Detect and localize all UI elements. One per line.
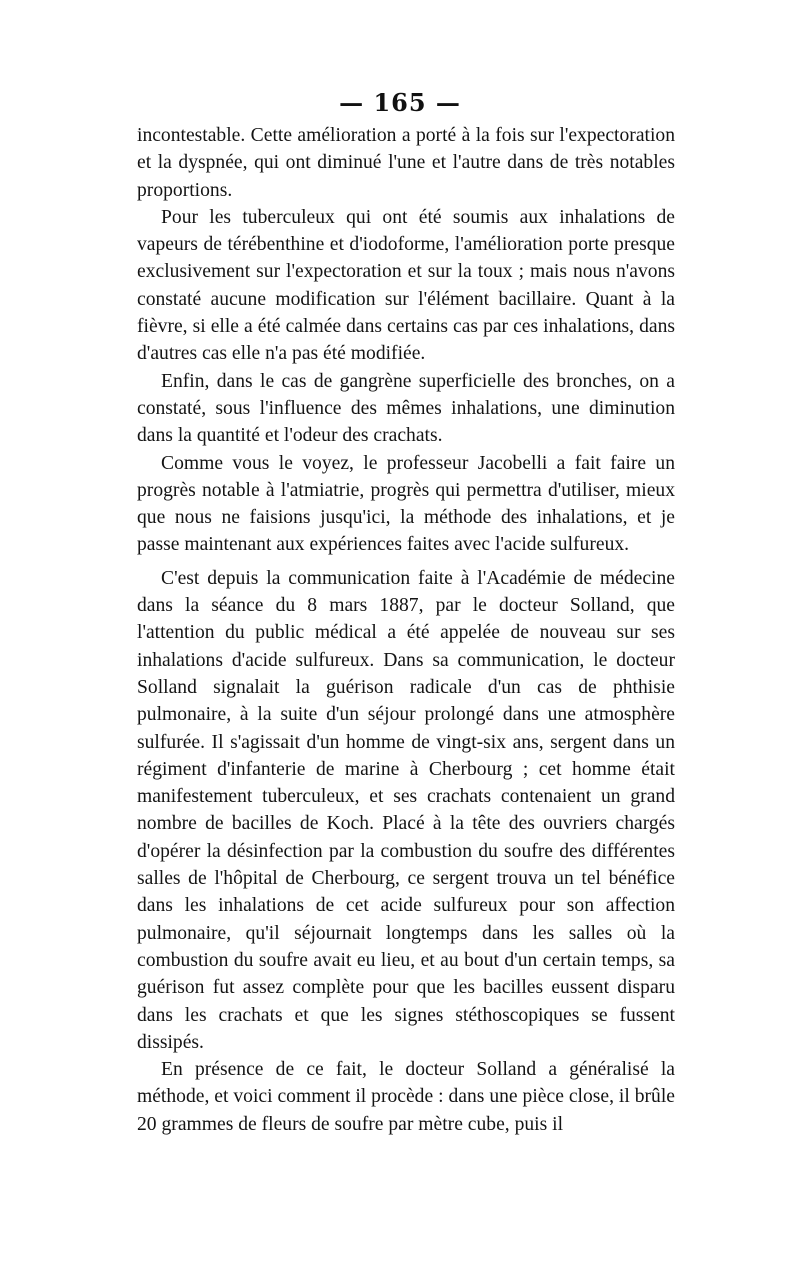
page-number: — 165 — xyxy=(339,88,461,117)
paragraph-solland-communication: C'est depuis la communication faite à l'Académie de médecine dans la séance du 8 mars 1887, par le docteur Solland, que l'attention du public médical a été appelée de nouveau sur ses inhalations d'acide sulfureux. Dans sa communication, le docteur Solland signalait la guérison radicale d'un cas de phthisie pulmonaire, à la suite d'un séjour prolongé dans une atmosphère sulfurée. Il s'agissait d'un homme de vingt-six ans, sergent dans un régiment d'infanterie de marine à Cherbourg ; cet homme était manifestement tuberculeux, et ses crachats contenaient un grand nombre de bacilles de Koch. Placé à la tête des ouvriers chargés d'opérer la désinfection par la combustion du soufre des différentes salles de l'hôpital de Cherbourg, ce sergent trouva un tel bénéfice dans les inhalations de cet acide sulfureux pour son affection pulmonaire, qu'il séjournait longtemps dans les salles où la combustion du soufre avait eu lieu, et au bout d'un certain temps, sa guérison fut assez complète pour que les bacilles eussent disparu dans les crachats et que les signes stéthoscopiques se fussent dissipés. xyxy=(137,567,675,1053)
paragraph-jacobelli: Comme vous le voyez, le professeur Jacobelli a fait faire un progrès notable à l'atmiatrie, progrès qui permettra d'utiliser, mieux que nous ne faisions jusqu'ici, la méthode des inhalations, et je passe maintenant aux expériences faites avec l'acide sulfureux. xyxy=(137,452,675,556)
paragraph-terebenthine: Pour les tuberculeux qui ont été soumis aux inhalations de vapeurs de térébenthine et d'iodoforme, l'amélioration porte presque exclusivement sur l'expectoration et sur la toux ; mais nous n'avons constaté aucune modification sur l'élément bacillaire. Quant à la fièvre, si elle a été calmée dans certains cas par ces inhalations, dans d'autres cas elle n'a pas été modifiée. xyxy=(137,206,675,365)
paragraph-solland-method: En présence de ce fait, le docteur Solland a généralisé la méthode, et voici comment il procède : dans une pièce close, il brûle 20 grammes de fleurs de soufre par mètre cube, puis il xyxy=(137,1059,675,1135)
paragraph-continuation: incontestable. Cette amélioration a porté à la fois sur l'expectoration et la dyspnée, qui ont diminué l'une et l'autre dans de très notables proportions. xyxy=(137,125,675,201)
body-text xyxy=(137,122,675,1138)
paragraph-gangrene: Enfin, dans le cas de gangrène superficielle des bronches, on a constaté, sous l'influence des mêmes inhalations, une diminution dans la quantité et l'odeur des crachats. xyxy=(137,370,675,447)
